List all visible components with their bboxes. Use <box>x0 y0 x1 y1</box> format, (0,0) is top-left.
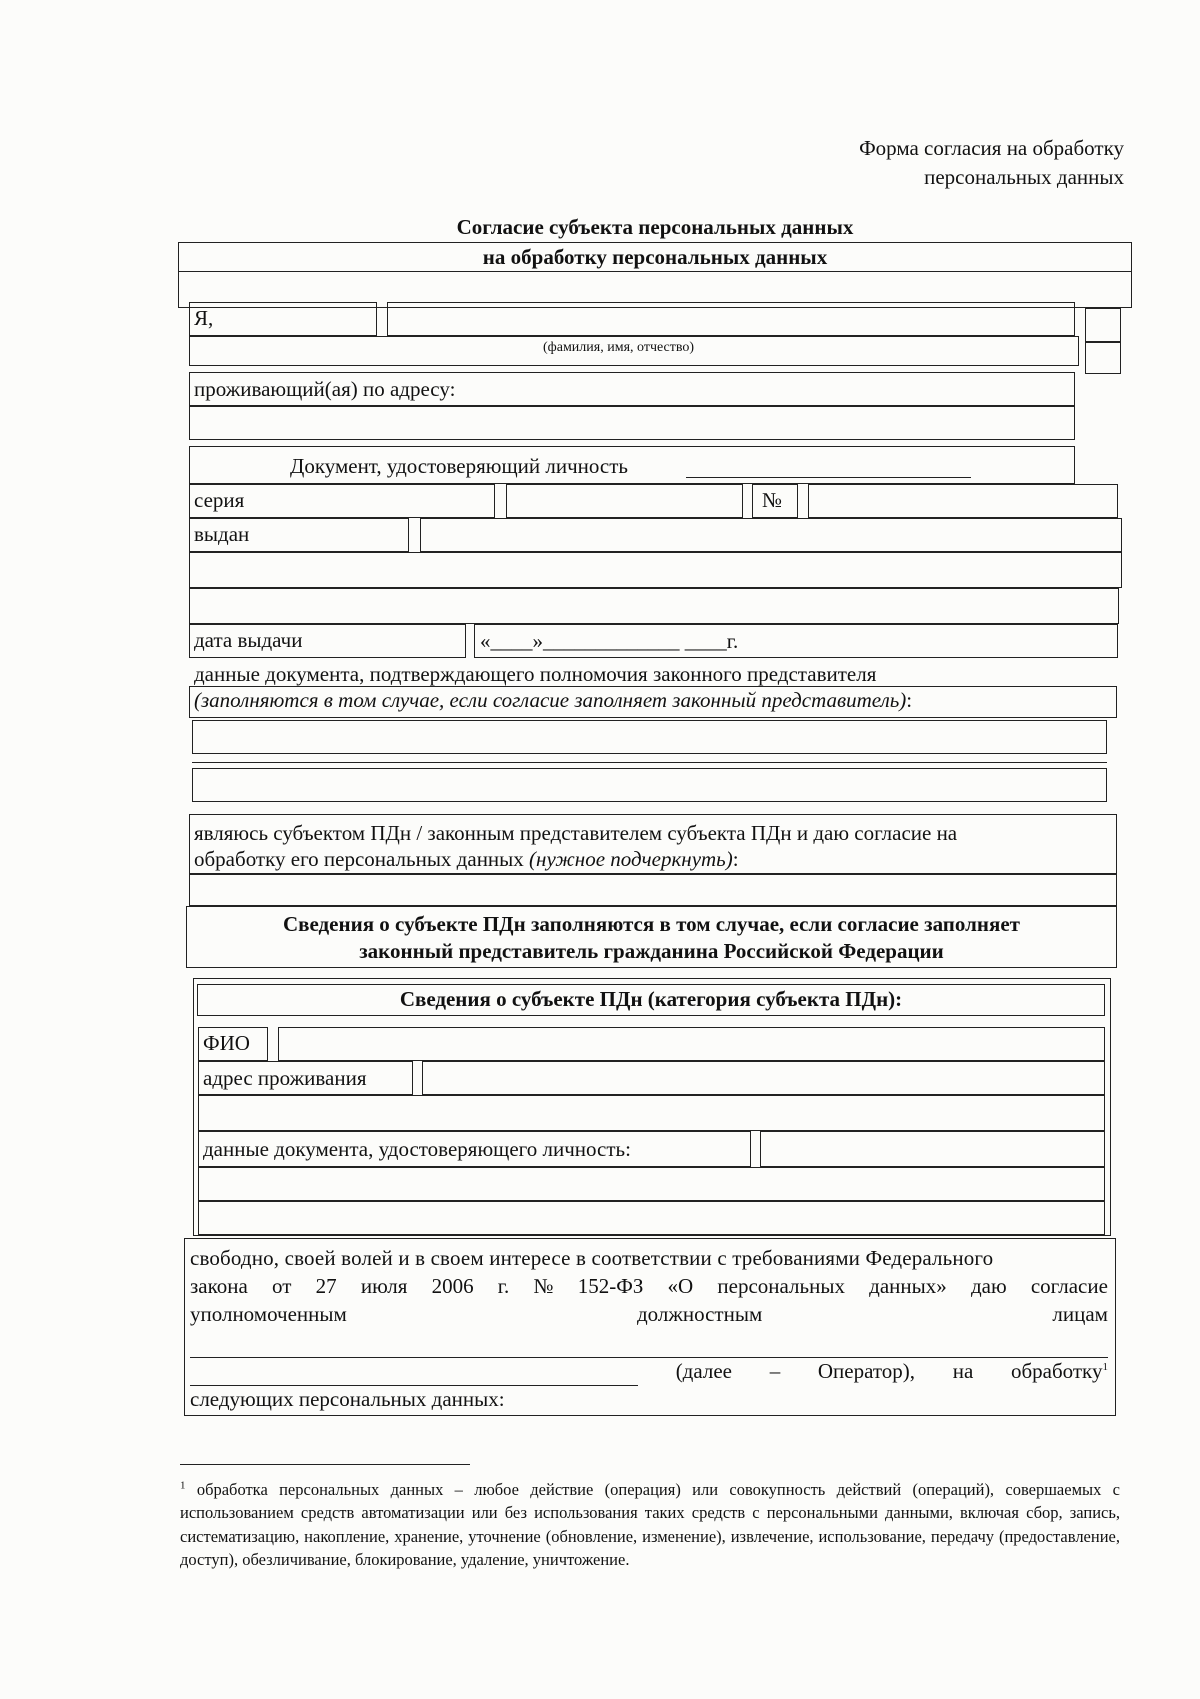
fio-caption: (фамилия, имя, отчество) <box>543 340 695 355</box>
representative-doc-note: (заполняются в том случае, если согласие заполняет законный представитель) <box>194 688 907 712</box>
word: 27 <box>315 1273 337 1298</box>
footnote-text: обработка персональных данных – любое действие (операция) или совокупность действий (операций), совершаемых с использованием средств автоматизации или без использования таких средств с персональными данными, включая сбор, запись, систематизацию, накопление, хранение, уточнение (обновление, изменение), извлечение, использование, передачу (предоставление, доступ), обезличивание, блокирование, удаление, уничтожение. <box>180 1480 1120 1570</box>
operator-name-input-2[interactable] <box>190 1361 638 1386</box>
title-line2: на обработку персональных данных <box>482 245 828 270</box>
word: обработку <box>1010 1358 1103 1383</box>
title-divider <box>178 271 1132 272</box>
consent-line5-row <box>190 1358 1108 1386</box>
form-header-line1: Форма согласия на обработку <box>859 136 1124 160</box>
i-label: Я, <box>194 306 214 330</box>
word: персональных <box>717 1273 845 1298</box>
representative-doc-note-line <box>194 688 912 712</box>
subject-statement-line2 <box>194 847 739 871</box>
word: Оператор), <box>817 1358 916 1383</box>
subject-address-input[interactable] <box>422 1061 1105 1095</box>
subject-id-doc-label: данные документа, удостоверяющего личность: <box>203 1137 631 1161</box>
footnote-reference[interactable]: 1 <box>1102 1360 1108 1373</box>
subject-fio-input[interactable] <box>278 1027 1105 1061</box>
title-line1: Согласие субъекта персональных данных <box>456 215 854 239</box>
consent-line1-row <box>190 1245 1108 1273</box>
word: на <box>952 1358 974 1383</box>
subject-id-doc-input-line2[interactable] <box>198 1167 1105 1201</box>
word: данных» <box>869 1273 947 1298</box>
consent-line1: свободно, своей волей и в своем интересе в соответствии с требованиями Федерального <box>190 1246 994 1270</box>
word: уполномоченным <box>190 1301 347 1326</box>
word: согласие <box>1030 1273 1108 1298</box>
address-label: проживающий(ая) по адресу: <box>194 377 456 401</box>
representative-doc-colon: : <box>906 688 913 712</box>
word: 152-ФЗ <box>577 1273 644 1298</box>
side-box-bottom <box>1085 342 1121 374</box>
representative-doc-separator <box>192 762 1107 763</box>
operator-name-input[interactable] <box>190 1329 1108 1358</box>
subject-statement-text2: обработку его персональных данных <box>194 847 524 871</box>
footnote-mark: 1 <box>180 1479 186 1492</box>
issued-by-input-line3[interactable] <box>189 588 1119 624</box>
word: должностным <box>636 1301 763 1326</box>
subject-info-notice-line1: Сведения о субъекте ПДн заполняются в том случае, если согласие заполняет <box>283 912 1020 936</box>
subject-statement-note: (нужное подчеркнуть) <box>529 847 733 871</box>
subject-info-notice <box>186 911 1117 966</box>
id-document-label: Документ, удостоверяющий личность <box>290 454 628 478</box>
subject-fio-label: ФИО <box>203 1031 250 1055</box>
word: лицам <box>1052 1301 1108 1326</box>
subject-statement-line1: являюсь субъектом ПДн / законным представителем субъекта ПДн и даю согласие на <box>194 821 958 845</box>
form-header-line2: персональных данных <box>924 165 1124 190</box>
issued-by-input-line2[interactable] <box>189 552 1122 588</box>
representative-doc-label: данные документа, подтверждающего полномочия законного представителя <box>194 662 877 686</box>
subject-info-notice-line2: законный представитель гражданина Российской Федерации <box>359 939 944 964</box>
representative-doc-input-1[interactable] <box>192 720 1107 754</box>
word: «О <box>667 1273 694 1298</box>
side-box-top <box>1085 308 1121 342</box>
word: июля <box>360 1273 408 1298</box>
id-document-type-input[interactable] <box>686 477 971 478</box>
subject-id-doc-input[interactable] <box>760 1131 1105 1167</box>
form-header <box>859 134 1124 193</box>
series-label: серия <box>194 488 245 512</box>
i-label-cell <box>189 302 377 336</box>
consent-line2-row <box>190 1273 1108 1301</box>
word: закона <box>190 1273 248 1298</box>
word: (далее <box>675 1358 732 1383</box>
fio-input[interactable] <box>387 302 1075 336</box>
issued-by-input[interactable] <box>420 518 1122 552</box>
word: г. <box>497 1273 510 1298</box>
subject-id-doc-input-line3[interactable] <box>198 1201 1105 1235</box>
word: от <box>272 1273 292 1298</box>
address-input[interactable] <box>189 406 1075 440</box>
issued-label: выдан <box>194 522 250 546</box>
word-with-footnote <box>1011 1358 1108 1386</box>
consent-line6: следующих персональных данных: <box>190 1386 505 1411</box>
issue-date-template: «____»_____________ ____г. <box>480 629 739 653</box>
subject-statement-colon: : <box>732 847 739 871</box>
word: даю <box>970 1273 1007 1298</box>
subject-address-label: адрес проживания <box>203 1066 367 1090</box>
word: № <box>533 1273 554 1298</box>
footnote-rule <box>180 1464 470 1465</box>
series-input[interactable] <box>506 484 743 518</box>
title-frame <box>178 242 1132 308</box>
issue-date-label: дата выдачи <box>194 628 303 652</box>
number-label: № <box>762 488 783 512</box>
subject-info-heading: Сведения о субъекте ПДн (категория субъекта ПДн): <box>399 987 903 1011</box>
number-input[interactable] <box>808 484 1118 518</box>
subject-address-input-line2[interactable] <box>198 1095 1105 1131</box>
word: – <box>769 1358 781 1383</box>
word: 2006 <box>431 1273 474 1298</box>
consent-paragraph <box>190 1245 1108 1414</box>
footnote <box>180 1478 1120 1572</box>
subject-statement-input[interactable] <box>189 874 1117 906</box>
representative-doc-input-2[interactable] <box>192 768 1107 802</box>
consent-line3-row <box>190 1301 1108 1329</box>
